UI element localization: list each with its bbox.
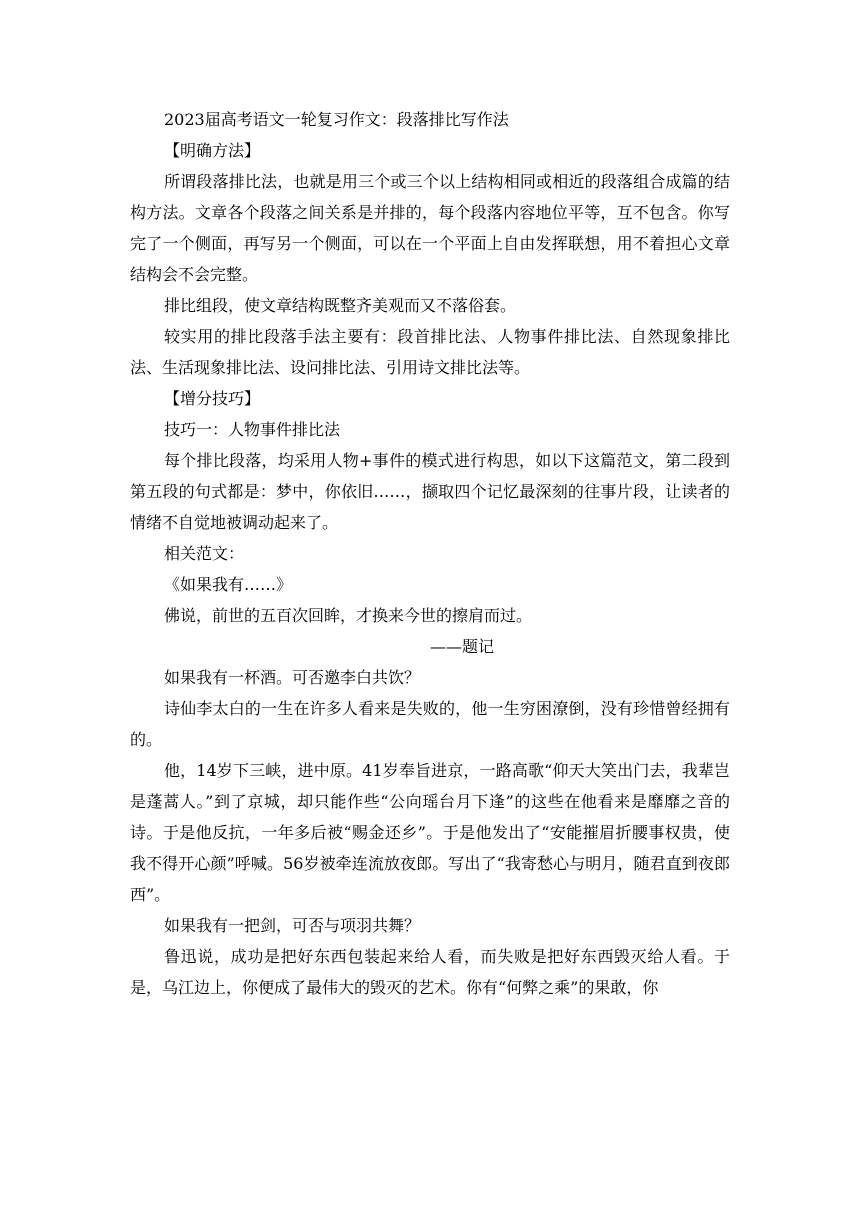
paragraph: 如果我有一把剑，可否与项羽共舞？ [164, 916, 421, 935]
epigraph-attribution: ——题记 [429, 637, 494, 656]
epigraph: 佛说，前世的五百次回眸，才换来今世的擦肩而过。 [164, 606, 533, 625]
paragraph: 诗仙李太白的一生在许多人看来是失败的，他一生穷困潦倒，没有珍惜曾经拥有的。 [130, 699, 730, 749]
section-heading-skills: 【增分技巧】 [164, 389, 261, 408]
paragraph: 较实用的排比段落手法主要有：段首排比法、人物事件排比法、自然现象排比法、生活现象排比法、设问排比法、引用诗文排比法等。 [130, 327, 730, 377]
paragraph: 如果我有一杯酒。可否邀李白共饮？ [164, 668, 421, 687]
paragraph: 他，14岁下三峡，进中原。41岁奉旨进京，一路高歌“仰天大笑出门去，我辈岂是蓬蒿人。”到了京城，却只能作些“公向瑶台月下逢”的这些在他看来是靡靡之音的诗。于是他反抗，一年多后被“赐金还乡”。于是他发出了“安能摧眉折腰事权贵，使我不得开心颜”呼喊。56岁被牵连流放夜郎。写出了“我寄愁心与明月，随君直到夜郎西”。 [130, 761, 730, 904]
paragraph: 所谓段落排比法，也就是用三个或三个以上结构相同或相近的段落组合成篇的结构方法。文章各个段落之间关系是并排的，每个段落内容地位平等，互不包含。你写完了一个侧面，再写另一个侧面，可以在一个平面上自由发挥联想，用不着担心文章结构会不会完整。 [130, 172, 730, 284]
skill-heading: 技巧一：人物事件排比法 [164, 420, 341, 439]
document-title: 2023届高考语文一轮复习作文：段落排比写作法 [164, 110, 509, 129]
paragraph: 每个排比段落，均采用人物+事件的模式进行构思，如以下这篇范文，第二段到第五段的句式都是：梦中，你依旧……，撷取四个记忆最深刻的往事片段，让读者的情绪不自觉地被调动起来了。 [130, 451, 730, 532]
sample-title: 《如果我有……》 [164, 575, 293, 594]
section-heading-method: 【明确方法】 [164, 141, 261, 160]
document-page [130, 104, 730, 1003]
paragraph: 鲁迅说，成功是把好东西包装起来给人看，而失败是把好东西毁灭给人看。于是，乌江边上，你便成了最伟大的毁灭的艺术。你有“何弊之乘”的果敢，你 [130, 947, 730, 997]
paragraph: 排比组段，使文章结构既整齐美观而又不落俗套。 [164, 296, 517, 315]
sample-label: 相关范文： [164, 544, 245, 563]
